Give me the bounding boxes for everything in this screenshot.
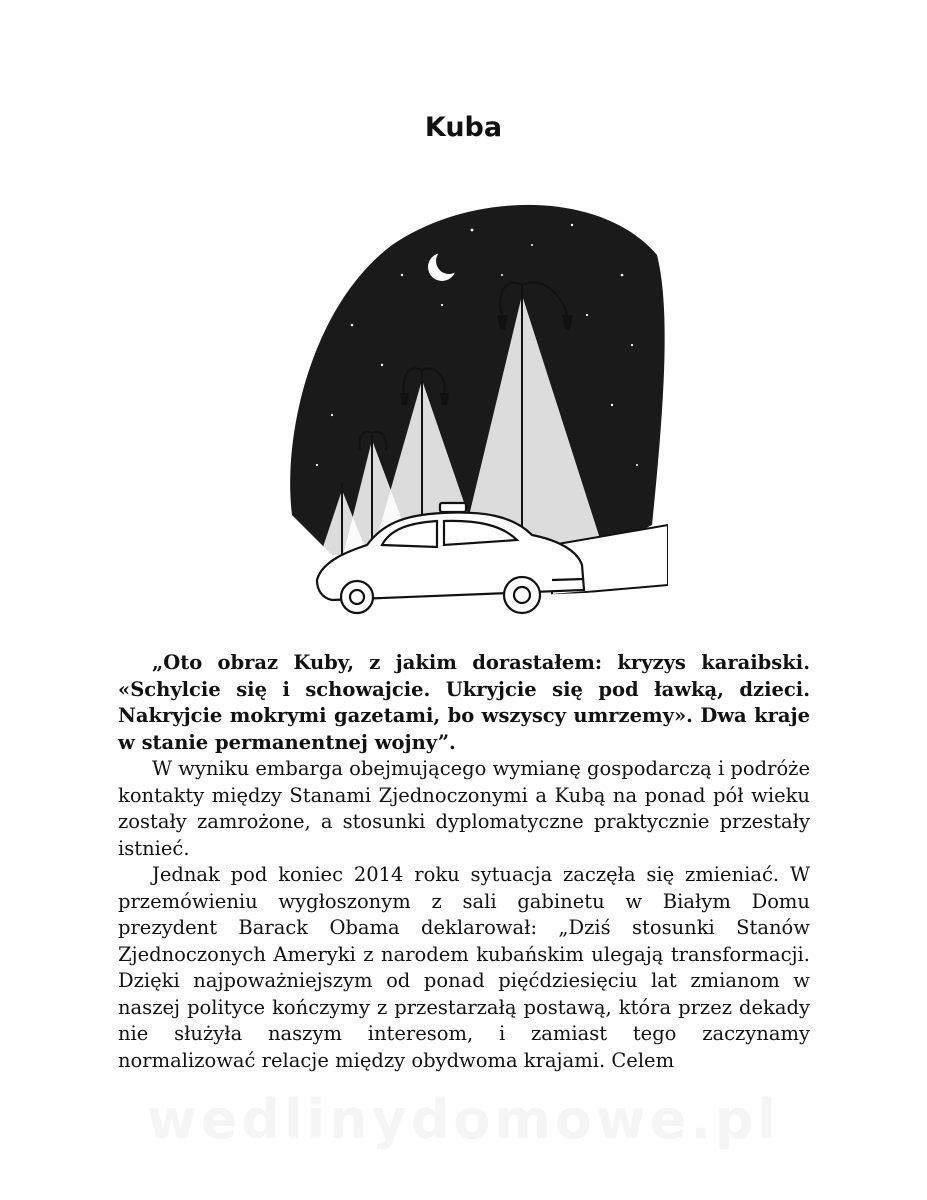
taxi-night-illustration — [272, 185, 668, 630]
paragraph-quote: „Oto obraz Kuby, z jakim dorastałem: kryzys karaibski. «Schylcie się i schowajcie. Ukryjcie się pod ławką, dzieci. Nakryjcie mokrymi gazetami, bo wszyscy umrzemy». Dwa kraje w stanie permanentnej wojny”. — [118, 651, 810, 754]
paragraph: W wyniku embarga obejmującego wymianę gospodarczą i podróże kontakty między Stanami Zjednoczonymi a Kubą na ponad pół wieku zostały zamrożone, a stosunki dyplomatyczne praktycznie przestały istnieć. — [118, 757, 810, 860]
watermark: wedlinydomowe.pl — [146, 1088, 781, 1151]
page-title: Kuba — [424, 112, 503, 143]
paragraph: Jednak pod koniec 2014 roku sytuacja zaczęła się zmieniać. W przemówieniu wygłoszonym z sali gabinetu w Białym Domu prezydent Barack Obama deklarował: „Dziś stosunki Stanów Zjednoczonych Ameryki z narodem kubańskim ulegają transformacji. Dzięki najpoważniejszym od ponad pięćdziesięciu lat zmianom w naszej polityce kończymy z przestarzałą postawą, która przez dekady nie służyła naszym interesom, i zamiast tego zaczynamy normalizować relacje między obydwoma krajami. Celem — [118, 863, 810, 1072]
article-text — [118, 650, 810, 1074]
